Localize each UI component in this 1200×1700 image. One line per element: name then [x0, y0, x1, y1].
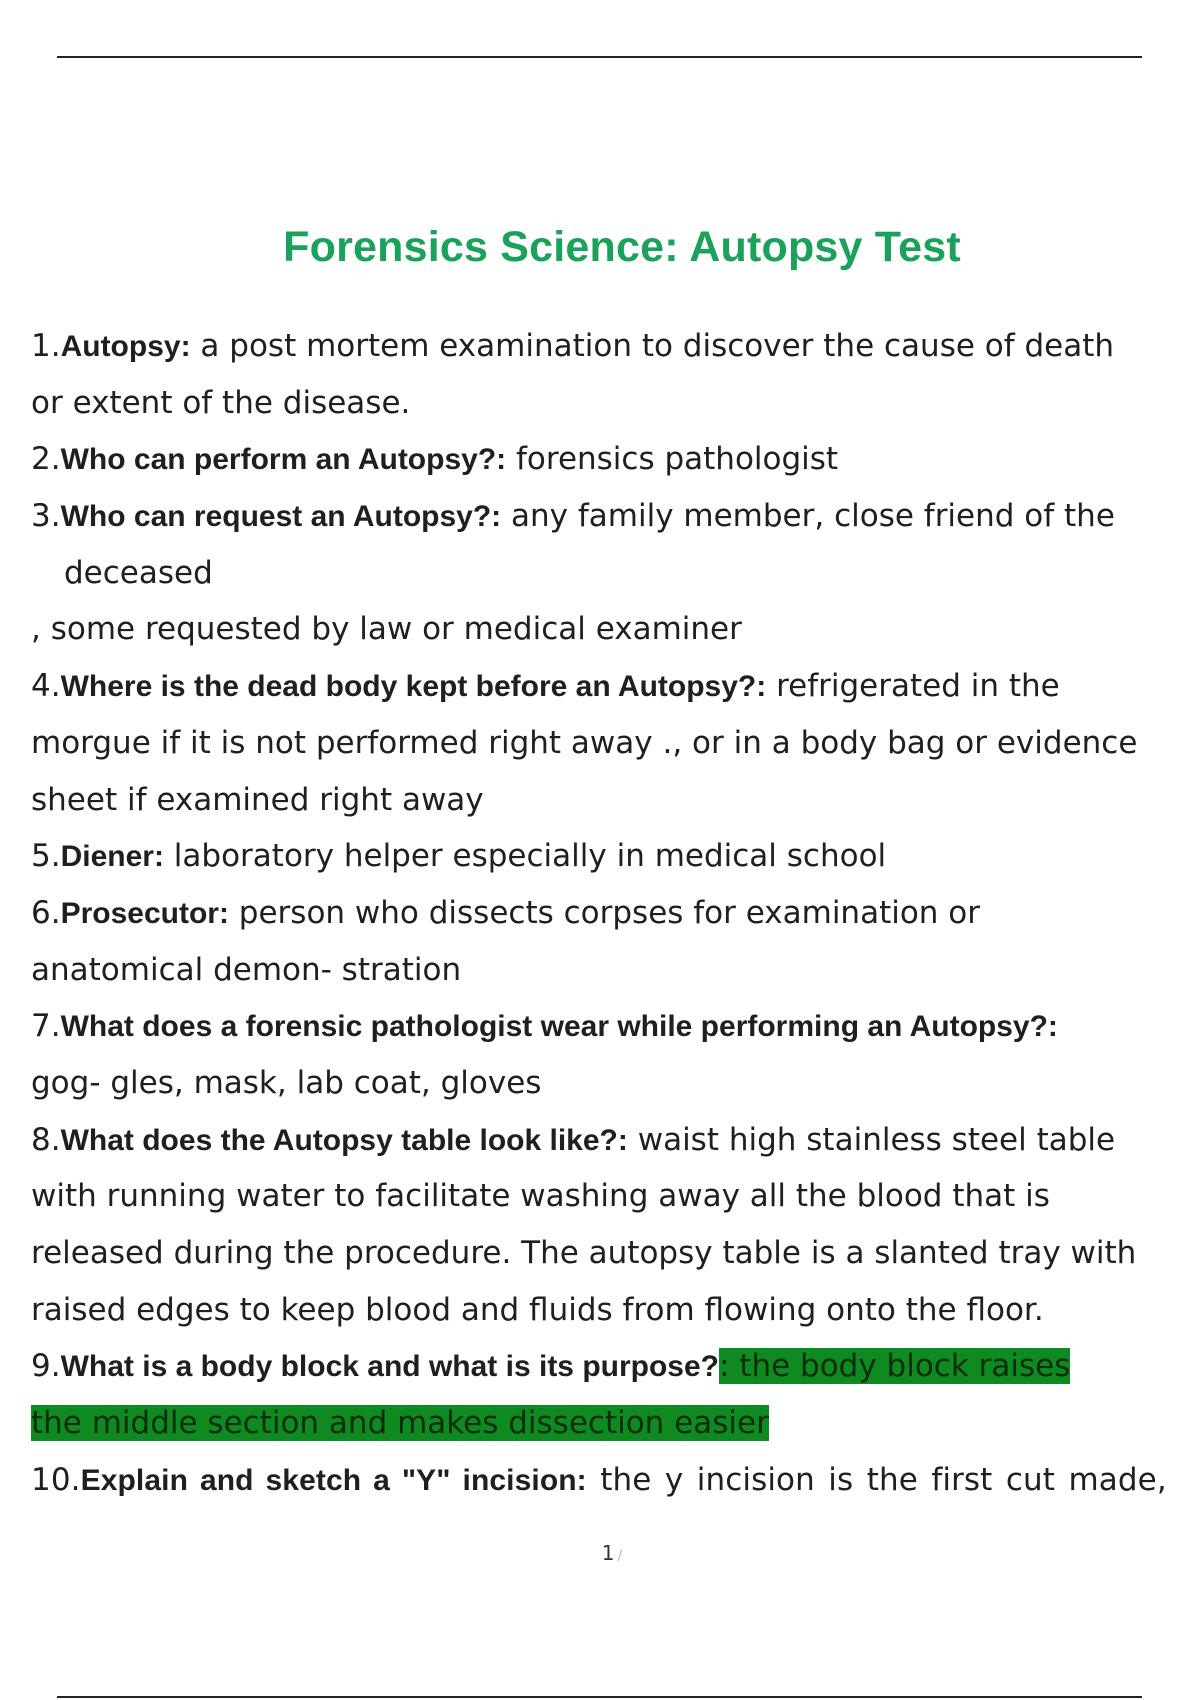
- item-term: Diener:: [60, 840, 164, 874]
- item-answer: forensics pathologist: [506, 441, 839, 478]
- item-answer-continuation: morgue if it is not performed right away ., or in a body bag or evidence: [31, 724, 1138, 761]
- question-list: [31, 318, 1200, 1508]
- page-number-suffix: /: [617, 1548, 623, 1564]
- item-number: 5.: [31, 838, 61, 875]
- item-answer: laboratory helper especially in medical school: [163, 838, 887, 875]
- item-answer-continuation: sheet if examined right away: [31, 781, 484, 818]
- highlighted-answer: : the body block raises: [719, 1348, 1071, 1385]
- item-number: 6.: [31, 894, 61, 931]
- item-number: 3.: [31, 498, 61, 535]
- item-answer: refrigerated in the: [766, 668, 1060, 705]
- highlighted-answer: the middle section and makes dissection easier: [31, 1405, 769, 1442]
- item-term: Who can perform an Autopsy?:: [60, 443, 507, 477]
- item-term: What is a body block and what is its purpose?: [60, 1350, 719, 1384]
- item-answer: any family member, close friend of the: [501, 498, 1115, 535]
- item-term: Where is the dead body kept before an Autopsy?:: [60, 670, 767, 704]
- item-term: What does the Autopsy table look like?:: [60, 1123, 628, 1157]
- item-term: Autopsy:: [60, 330, 191, 363]
- item-answer: a post mortem examination to discover the cause of death: [190, 328, 1115, 364]
- item-answer-continuation: anatomical demon- stration: [31, 951, 462, 988]
- item-term: Who can request an Autopsy?:: [60, 500, 502, 534]
- item-answer-continuation: deceased: [64, 554, 213, 591]
- item-term: Prosecutor:: [60, 896, 229, 930]
- list-item: [31, 658, 1200, 715]
- item-number: 10.: [31, 1461, 81, 1498]
- item-term: What does a forensic pathologist wear while performing an Autopsy?:: [60, 1010, 1058, 1044]
- item-answer: person who dissects corpses for examination or: [228, 894, 981, 931]
- list-item: [31, 828, 1200, 885]
- item-answer-continuation: gog- gles, mask, lab coat, gloves: [31, 1064, 542, 1101]
- item-number: 4.: [31, 668, 61, 705]
- page-number-value: 1: [601, 1541, 615, 1565]
- item-answer-continuation: , some requested by law or medical examiner: [31, 611, 742, 648]
- bottom-rule: [57, 1696, 1142, 1698]
- item-number: 7.: [31, 1008, 61, 1045]
- item-number: 9.: [31, 1348, 61, 1385]
- list-item: [31, 431, 1200, 488]
- item-answer-continuation: raised edges to keep blood and fluids from flowing onto the floor.: [31, 1291, 1044, 1328]
- list-item: [31, 1338, 1200, 1395]
- list-item: [31, 885, 1200, 942]
- item-answer: waist high stainless steel table: [627, 1121, 1116, 1158]
- item-answer: the y incision is the first cut made,: [586, 1461, 1167, 1498]
- item-number: 2.: [31, 441, 61, 478]
- list-item: [31, 488, 1200, 545]
- top-rule: [57, 56, 1142, 58]
- item-term: Explain and sketch a "Y" incision:: [80, 1463, 587, 1497]
- list-item: [31, 998, 1200, 1055]
- list-item: [31, 1112, 1200, 1169]
- item-number: 1.: [31, 328, 61, 364]
- item-answer-continuation: released during the procedure. The autopsy table is a slanted tray with: [31, 1235, 1137, 1271]
- page-title: Forensics Science: Autopsy Test: [283, 222, 961, 271]
- item-number: 8.: [31, 1121, 61, 1158]
- item-answer-continuation: with running water to facilitate washing away all the blood that is: [31, 1178, 1050, 1215]
- item-answer-continuation: [31, 1395, 1200, 1452]
- list-item: [31, 318, 1200, 375]
- page-number: [0, 1541, 1200, 1565]
- item-answer-continuation: or extent of the disease.: [31, 384, 411, 421]
- list-item: [31, 1452, 1200, 1509]
